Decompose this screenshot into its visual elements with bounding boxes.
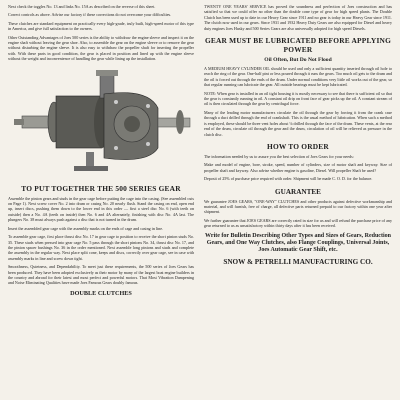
lubrication-heading: GEAR MUST BE LUBRICATED BEFORE APPLYING POWER [204,36,392,55]
smoothness-para: Smoothness, Quietness, and Dependability. To meet just these requirements, the 500 series of Joes Gears has been produced. They have been adopted exclusively as their motor by many of the largest boat engine builders in the country and abroad for their latest and most perfect and powerful motors. That Most Vibration Dampening and Noise Eliminating Qualities have made Joes Famous Gears doubly famous. [8,264,194,286]
company-name: SNOW & PETRELLI MANUFACTURING CO. [223,257,373,266]
right-column [204,4,392,396]
gear-photo [8,68,194,176]
intro-para-1: Next check the toggles No. 13 and links No. 15A as described on the reverse of this sheet. [8,4,156,9]
left-column [8,4,194,396]
guarantee-heading: GUARANTEE [275,187,321,196]
intro-para-3: These clutches are standard equipment on practically every high-grade, truly built, high-speed motor of this type in America, and give full satisfaction to the owners. [8,20,194,32]
order-heading: HOW TO ORDER [267,141,329,151]
lubrication-para-1: A MEDIUM HEAVY CYLINDER OIL should be used and only a sufficient quantity inserted through oil hole to reach the ring of the gear. One-half pint or less poured through it runs the gears. Too much oil gets to the drum and the oil is forced out through the ends of the drum. Under normal conditions very little oil works out of the gear, so that regular running can lubricate the gear. All outside bearings must be kept lubricated. [204,66,392,88]
guarantee-para-2: We further guarantee that JOES GEARS are correctly rated in size for us and will refund the purchase price of any gear returned to us as unsatisfactory within thirty days after it has been received. [204,217,392,229]
order-para-2: Make and model of engine, bore, stroke, speed, number of cylinders, size of motor shaft and keyway. Size of propeller shaft and keyway. Also advise whether engine is gasoline, Diesel. Will propeller Shaft be used? [204,162,392,173]
lubrication-para-2: NOTE: When gear is installed in an oil tight housing it is mostly necessary to see that there is sufficient oil so that the gear is constantly running in oil. A constant oil drip on front face of gear picks up the oil. A constant stream of oil is then circulated through the gear by centrifugal force. [204,90,392,107]
service-para: TWENTY ONE YEARS' SERVICE has proved the soundness and perfection of Joes construction and has satisfied so that we could offer no other than the double cone type of gear for high speed plants. The Double Clutch has been used up to date in our Heavy Gear since 1911 and no gear is today in our Heavy Gear since 1911. The clutch now used in our gears. Since 1931 and 1932 Heavy Duty Gears are also equipped for Diesel and heavy duty engines Joes Husky and 500 Series Gears are also universally adopted for high speed Diesels. [204,4,392,31]
intro-para-4: Other Outstanding Advantages of Joes 500 series is the ability to withdraw the engine sleeve and inspect it on the engine shaft without leaving the gear shoe. Also, to assemble the gear on the engine sleeve or to remove the gear without disturbing the engine sleeve. It is also easy to withdraw the propeller shaft for inserting the propeller with. With these parts in good condition, the gear is placed in position and lined up with the engine sleeve without the weight and inconvenience of handling the gear while lining up the installation. [8,34,194,62]
assembly-para-1: Assemble the pinion gears and studs in the gear cage before putting the cage into the casing. (See assembled cuts on Page 1). Next screw cover No. 2 into drum or casing No. 20 nearly flush. Stand the casing on end, open end up, insert discs, pushing them down to the lower end in this order — first a steel disc No. 6 (with teeth on outside) then a No. 4A (teeth on inside) then No. 6 and 4A alternately, finishing with disc No. 4A last. The plungers No. 38 must always push against a disc that is not turned in the drum. [8,195,194,223]
lubrication-para-3: Many of the leading motor manufacturers circulate the oil through the gear by forcing it from the crank case through a duct drilled through the end of crankshaft. This is the usual method of lubrication. When such a method is employed, these should be three vent holes about ⅛ drilled through the face of the drum. These vents, at the rear end of the drum, circulate oil through the gear and the drum, circulation of oil will be relieved as pressure in the clutch disc. [204,109,392,137]
gear-assembly-illustration [8,68,194,176]
guarantee-para-1: We guarantee JOES GEARS, "ONE-WAY" CLUTCHES and other products against defective workmanship and material, and will furnish, free of charge, all defective parts returned prepaid to our factory within one year after shipment. [204,198,392,215]
lubrication-subheading: Oil Often, But Do Not Flood [264,57,332,64]
order-para-1: The information needed by us to assure you the best selection of Joes Gears for your needs: [204,153,354,159]
assembly-para-3: To assemble gear cage, first place thrust disc No. 17 in gear cage to position to receive the short pinion studs No. 35. These studs when pressed into gear cage No. 5 pass through the short pinions No. 34, thrust disc No. 17, and the pinion spacer bushings No. 36 in the order mentioned. Next assemble long pinions and studs and complete the assembly in the regular way. Next place split cone, keeps and discs, correctly over gear cage, see in case with assembly marks in line and screw down tight. [8,234,194,261]
intro-para-2: Correct controls as above. Advise our factory if these corrections do not overcome your difficulties. [8,12,172,18]
order-para-3: Deposit of 25% of purchase price required with order. Shipment will be made C. O. D. for the balance. [204,176,373,182]
double-clutches-heading: DOUBLE CLUTCHES [70,289,132,297]
assembly-heading: TO PUT TOGETHER THE 500 SERIES GEAR [21,183,181,193]
assembly-para-2: Insert the assembled gear cage with the assembly marks on the ends of cage and casing in line. [8,225,164,231]
bulletin-notice: Write for Bulletin Describing Other Types and Sizes of Gears, Reduction Gears, and One Way Clutches, also Flange Couplings, Universal Joints, Joes Automatic Gear Shift, etc. [205,232,391,253]
